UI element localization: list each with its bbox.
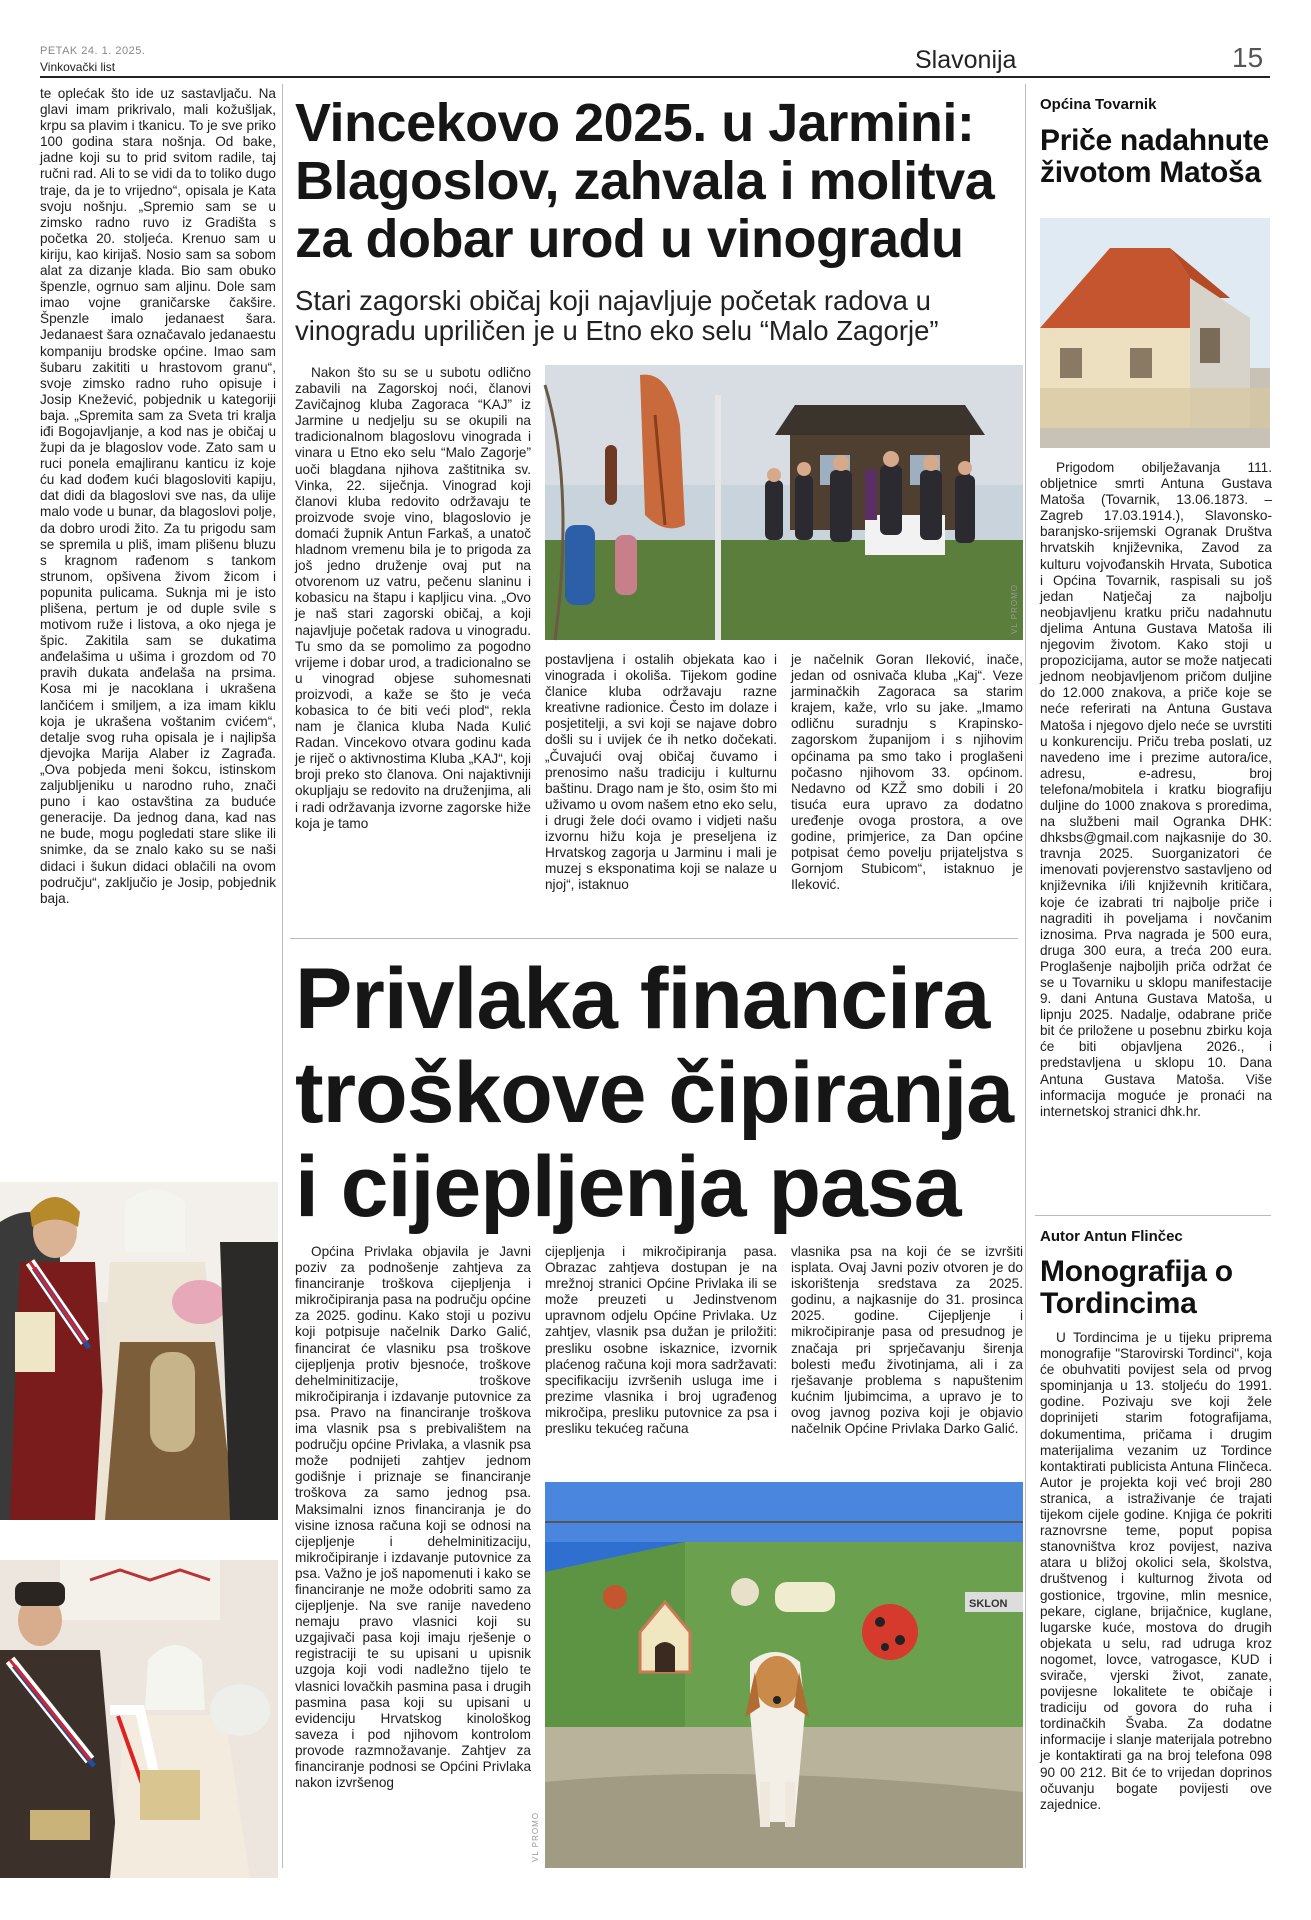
sidebar-divider — [1035, 1215, 1271, 1216]
sidebar1-title: Priče nadahnute životom Matoša — [1040, 124, 1269, 189]
page-number: 15 — [1232, 42, 1264, 73]
folk-costume-photo-women — [0, 1182, 278, 1520]
photo-credit: VL PROMO — [531, 1812, 540, 1862]
mural-sign-text: SKLON — [969, 1598, 1008, 1610]
article2-headline: Privlaka financira troškove čipiranja i cijepljenja pasa — [295, 951, 1014, 1235]
left-column-text: te oplećak što ide uz sastavljaču. Na glavi imam prikrivalo, mali kožušljak, krpu sa plavim i tkanicu. To je sve priko 100 godina stara nošnja. Od bake, jadne koji su to prid svitom radile, taj ručni rad. Ali to se vidi da to toliko dugo traje, da je to vrijedno“, opisala je Kata svoju nošnju. „Spremio sam se u zimsko radno ruvo iz Gradišta s početka 20. stoljeća. Krenuo sam u kiriju, kao kirijaš. Nosio sam sa sobom alat za dizanje klada. Bio sam obuko špenzle, ogrnuo sam aljinu. Dole sam imao vojne graničarske čakšire. Špenzle imalo jedanaest šara. Jedanaest šara označavalo jedanaestu kompaniju brodske općine. Imao sam šubaru zakititi u hrastovom granu“, svoje zimsko radno ruho opisuje i Josip Knežević, pobjednik u kategoriji baja. „Spremita sam za Sveta tri kralja iđi Bogojavljanje, a kod nas je običaj u župi da je blagoslov vode. Zato sam u ruci ponela emajliranu kanticu iz koje ću kad dođem kući blagosloviti kapiju, dat didi da blagoslovi sve nas, da ulije malo vode u bunar, da blagoslovi polje, da dobro urodi žito. Za tu prigodu sam se spremila u pliš, imam plišenu bluzu s kragnom rađenom s tankom strunom, opšivena živom žicom i popunita pulicama. Suknja mi je isto plišena, pertum je od duple svile s motivom ruže i listova, a oko njega je špic. Zakitila sam se dukatima anđelašima u ušima i grozdom od 70 pravih dukata anđelaša na prsima. Kosa mi je nacoklana i ukrašena lančićem i smiljem, a iza imam kiklu koja je ukrašena voštanim cvićem“, detalje svog ruha opisala je i najlipša djevojka Marija Alaber iz Zagrađa. „Ova pobjeda meni šokcu, istinskom zaljubljeniku u narodno ruho, znači puno i kao ostavština za buduće generacije. Da jednog dana, kad nas ne bude, mogu pogledati stare slike ili snimke, da se znalo kako su se naši didaci i šukun didaci oblačili na ovom području“, zaključio je Josip, pobjednik baja. — [40, 86, 276, 906]
sidebar1-kicker: Općina Tovarnik — [1040, 96, 1157, 113]
article1-column-2: postavljena i ostalih objekata kao i vinograda i okoliša. Tijekom godine članice kluba održavaju razne kreativne radionice. Često im dolaze i posjetitelji, a svi koji se najave dobro došli su i uvijek će ih netko dočekati. „Čuvajući ovaj običaj čuvamo i prenosimo našu tradiciju i kulturnu baštinu. Drago nam je što, osim što mi uživamo u ovom našem etno eko selu, i drugi žele doći ovamo i vidjeti našu izvornu hižu koja je preseljena iz Hrvatskog zagorja u Jarminu i mali je muzej s eksponatima koji se nalaze u njoj“, istaknuo — [545, 652, 777, 893]
sidebar2-text: U Tordincima je u tijeku priprema monografije "Starovirski Tordinci", koja će obuhvatiti povijest sela od prvog spominjanja u 13. stoljeću do 1991. godine. Pozivaju sve koji žele doprinijeti starim fotografijama, dokumentima, pričama i drugim materijalima vezanim uz Tordince kontaktirati publicista Antuna Flinčeca. Autor je projekta koji već broji 280 stranica, a istraživanje će trajati tijekom cijele godine. Knjiga će pokriti raznovrsne teme, poput popisa stanovništva kroz povijest, naziva atara u bližoj okolici sela, školstva, društvenog i kulturnog života od gostionice, trgovine, mlin mesnice, pekare, ciglane, brijačnice, kuglane, lugarske kuće, mostova do drugih objekata u selu, rad udruga kroz nogomet, lovce, vatrogasce, KUD i svirače, vjerski život, zanate, povijesne lokalitete te običaje i tradiciju od govora do ruha i tordinačkih Švaba. Za dodatne informacije i slanje materijala potrebno je kontaktirati ga na broj telefona 098 90 00 212. Bit će to vrijedan doprinos očuvanju bogate povijesti ove zajednice. — [1040, 1330, 1272, 1812]
article2-column-3: vlasnika psa na koji će se izvršiti isplata. Ovaj Javni poziv otvoren je do iskorištenja sredstava za 2025. godinu, a najkasnije do 31. prosinca 2025. godine. Cijepljenje i mikročipiranje pasa od presudnog je značaja pri sprječavanju širenja bolesti među životinjama, ali i za rješavanje problema s napuštenim kućnim ljubimcima, a upravo je to ovog javnog poziva koji je objavio načelnik Općine Privlaka Darko Galić. — [791, 1244, 1023, 1437]
column-divider-right — [1025, 84, 1026, 1868]
article2-column-1: Općina Privlaka objavila je Javni poziv za podnošenje zahtjeva za financiranje troškova cijepljenja i mikročipiranja pasa na području općine za 2025. godinu. Kako stoji u pozivu koji potpisuje načelnik Darko Galić, financirat će vlasniku psa troškove cijepljenja protiv bjesnoće, troškove dehelminitizacije, troškove mikročipiranja i izdavanje putovnice za psa. Pravo na financiranje troškova ima vlasnik psa s prebivalištem na području općine Privlaka, a vlasnik psa može podnijeti zahtjev jednom godišnje i priznaje se financiranje troškova za samo jednog psa. Maksimalni iznos financiranja je do visine iznosa računa koji se odnosi na cijepljenje i dehelminitizaciju, mikročipiranje i izdavanje putovnice za psa. Važno je još napomenuti i kako se financiranje ne može odobriti samo za cijepljenje. Na sve ranije navedeno nemaju pravo vlasnici koji su uzgajivači pasa koji imaju rješenje o registraciji te su upisani u upisnik uzgoja koji vodi nadležno tijelo te vlasnici lovačkih pasmina pasa i drugih pasmina pasa koji su upisani u evidenciju Hrvatskog kinološkog saveza i pod njihovom kontrolom provode razmnožavanje. Zahtjev za financiranje podnosi se Općini Privlaka nakon izvršenog — [295, 1244, 531, 1791]
article1-subhead: Stari zagorski običaj koji najavljuje početak radova u vinogradu upriličen je u Etno eko selu “Malo Zagorje” — [295, 285, 939, 346]
sidebar1-text: Prigodom obilježavanja 111. obljetnice smrti Antuna Gustava Matoša (Tovarnik, 13.06.1873. – Zagreb 17.03.1914.), Slavonsko-baranjsko-srijemski Ogranak Društva hrvatskih književnika, Zavod za kulturu vojvođanskih Hrvata, Subotica i Općina Tovarnik, raspisali su još jedan Natječaj za najbolju neobjavljenu kratku priču nadahnutu djelima Antuna Gustava Matoša ili njegovim životom. Kako stoji u propozicijama, autor se može natjecati jednom neobjavljenom pričom duljine do 12.000 znakova, a priče koje se neće referirati na Antuna Gustava Matoša i njegovo djelo neće se uvrstiti u konkurenciju. Priču treba poslati, uz navedeno ime i prezime autora/ice, adresu, e-adresu, broj telefona/mobitela i kratku biografiju duljine do 1000 znakova s proredima, na službeni mail Ogranka DHK: dhksbs@gmail.com najkasnije do 30. travnja 2025. Suorganizatori će imenovati povjerenstvo sastavljeno od književnika i/ili književnih kritičara, koje će izabrati tri najbolje priče i nagraditi ih poveljama i novčanim iznosima. Prva nagrada je 500 eura, druga 300 eura, a treća 200 eura. Proglašenje najboljih priča održat će se u Tovarniku u sklopu manifestacije 9. dani Antuna Gustava Matoša, u lipnju 2025. Nadalje, odabrane priče bit će priložene u posebnu zbirku koja će biti objavljena 2026., i predstavljena u sklopu 10. Dana Antuna Gustava Matoša. Više informacija moguće je pronaći na internetskoj stranici dhk.hr. — [1040, 460, 1272, 1119]
folk-costume-photo-pair — [0, 1560, 278, 1878]
newspaper-name: Vinkovački list — [40, 60, 116, 74]
article2-column-2: cijepljenja i mikročipiranja pasa. Obrazac zahtjeva dostupan je na mrežnoj stranici Općine Privlaka ili se može preuzeti u Jedinstvenom upravnom odjelu Općine Privlaka. Uz zahtjev, vlasnik psa dužan je priložiti: presliku osobne iskaznice, izvornik plaćenog računa koji mora sadržavati: specifikaciju izvršenih usluga ime i prezime vlasnika i broj ugrađenog mikročipa, presliku putovnice za psa i presliku tekućeg računa — [545, 1244, 777, 1437]
section-title: Slavonija — [915, 46, 1017, 74]
sidebar2-kicker: Autor Antun Flinčec — [1040, 1228, 1183, 1245]
article1-headline: Vincekovo 2025. u Jarmini: Blagoslov, zahvala i molitva za dobar urod u vinogradu — [295, 93, 995, 269]
issue-date: PETAK 24. 1. 2025. — [40, 45, 146, 57]
column-divider-left — [282, 84, 283, 1868]
matos-house-photo — [1040, 218, 1270, 448]
header-rule — [40, 76, 1270, 78]
article1-column-3: je načelnik Goran Ileković, inače, jedan od osnivača kluba „Kaj“. Veze jarminačkih Zagoraca sa starim krajem, kaže, vrlo su jake. „Imamo odličnu suradnju s Krapinsko-zagorskom županijom i s njihovim općinama pa smo tako i proglašeni počasno njihovom 33. općinom. Nedavno od KZŽ smo dobili i 20 tisuća eura upravo za dodatno uređenje ovoga prostora, a ove godine, primjerice, za Dan općine potpisat ćemo povelju prijateljstva s Gornjom Stubicom“, istaknuo je Ileković. — [791, 652, 1023, 893]
vineyard-blessing-photo — [545, 365, 1023, 640]
article1-column-1: Nakon što su se u subotu odlično zabavili na Zagorskoj noći, članovi Zavičajnog kluba Zagoraca “KAJ” iz Jarmine u nedjelju su se okupili na tradicionalnom blagoslovu vinograda i vinara u Etno eko selu “Malo Zagorje” uoči blagdana njihova zaštitnika sv. Vinka, 22. siječnja. Vinograd koji članovi kluba redovito održavaju te proizvode svoje vino, blagoslovio je domaći župnik Antun Farkaš, a unatoč hladnom vremenu bila je to prigoda za još jedno druženje ovaj put na otvorenom uz vatru, pečenu slaninu i kobasicu na štapu i kapljicu vina. „Ovo je naš stari zagorski običaj, a koji najavljuje početak radova u vinogradu. Tu smo da se pomolimo za pogodno vrijeme i dobar urod, a tradicionalno se u vinograd objese suhomesnati proizvodi, a kaže se što je veća kobasica to će biti veći plod“, rekla nam je članica kluba Nada Kulić Radan. Vincekovo otvara godinu kada je riječ o aktivnostima Kluba „KAJ“, koji broji preko sto članova. Oni najaktivniji okupljaju se redovito na druženjima, ali i radi održavanja izvorne zagorske hiže koja je tamo — [295, 365, 531, 831]
photo-credit: VL PROMO — [1010, 584, 1019, 634]
dog-shelter-photo — [531, 1482, 1023, 1868]
sidebar2-title: Monografija o Tordincima — [1040, 1255, 1233, 1320]
